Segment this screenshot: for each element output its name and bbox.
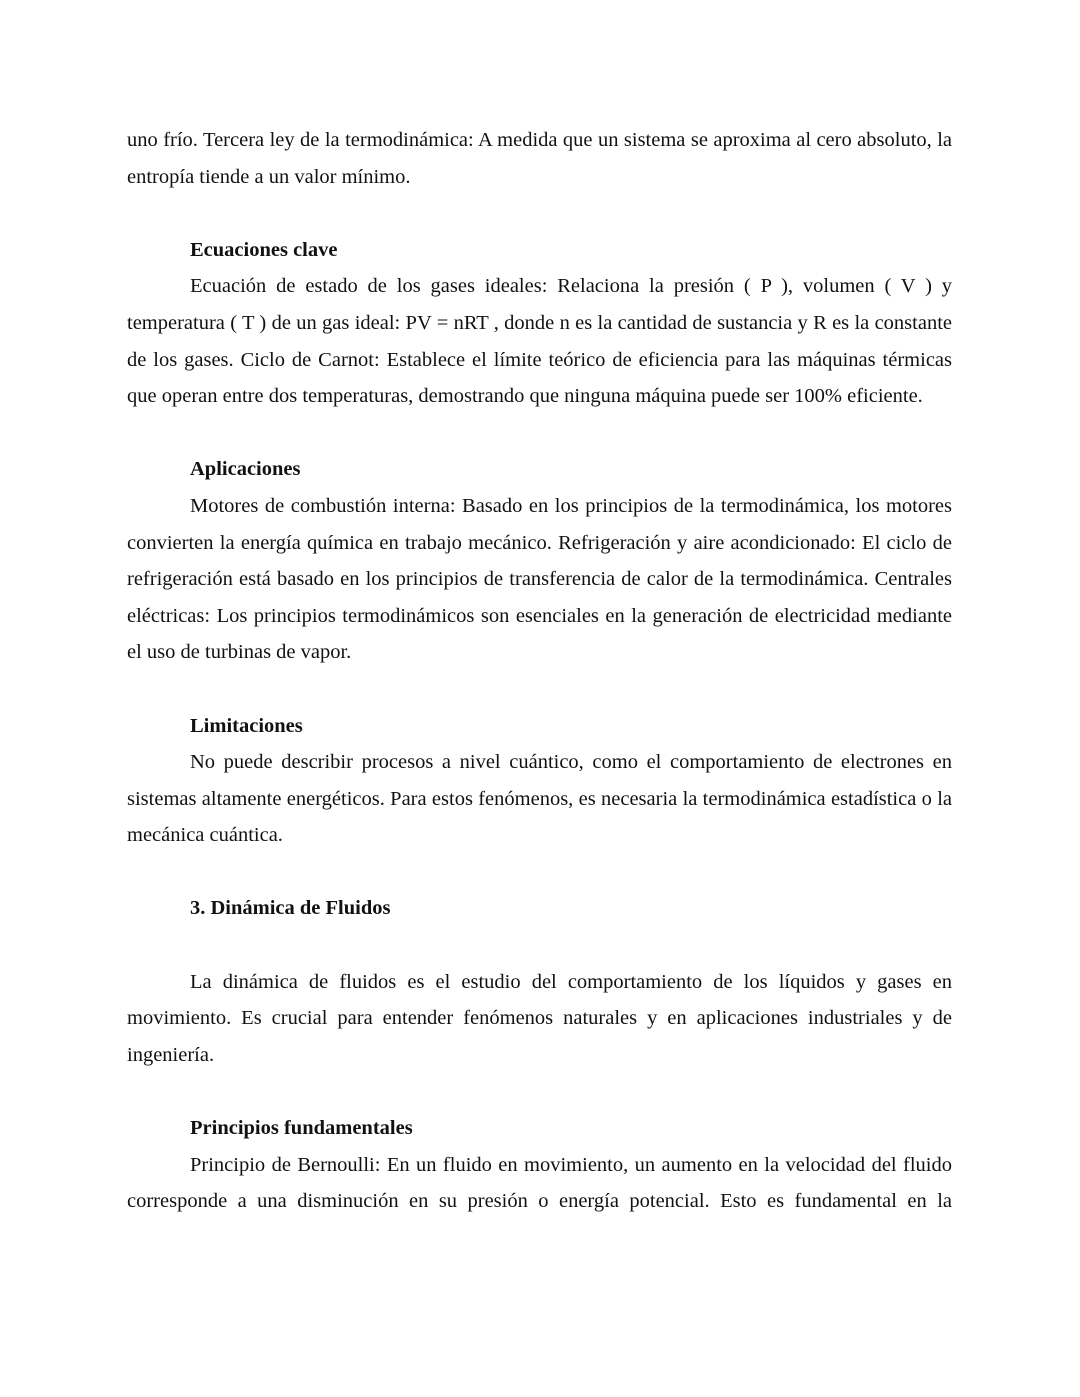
heading-ecuaciones-clave: Ecuaciones clave xyxy=(190,238,338,261)
spacer xyxy=(127,854,952,891)
paragraph-intro-continuation: uno frío. Tercera ley de la termodinámica: A medida que un sistema se aproxima al cero absoluto, la entropía tiende a un valor mínimo. xyxy=(127,129,952,188)
heading-dinamica-de-fluidos: 3. Dinámica de Fluidos xyxy=(190,897,391,920)
heading-principios-fundamentales: Principios fundamentales xyxy=(190,1117,413,1140)
paragraph-limitaciones: No puede describir procesos a nivel cuántico, como el comportamiento de electrones en sistemas altamente energéticos. Para estos fenómenos, es necesaria la termodinámica estadística o la mecánica cuántica. xyxy=(127,751,952,847)
spacer xyxy=(127,927,952,964)
paragraph-aplicaciones: Motores de combustión interna: Basado en los principios de la termodinámica, los motores convierten la energía química en trabajo mecánico. Refrigeración y aire acondicionado: El ciclo de refrigeración está basado en los principios de transferencia de calor de la termodinámica. Centrales eléctricas: Los principios termodinámicos son esenciales en la generación de electricidad mediante el uso de turbinas de vapor. xyxy=(127,494,952,664)
paragraph-principios: Principio de Bernoulli: En un fluido en movimiento, un aumento en la velocidad del fluido corresponde a una disminución en su presión o energía potencial. Esto es fundamental en la xyxy=(127,1153,952,1213)
document-page xyxy=(127,122,952,1220)
heading-aplicaciones: Aplicaciones xyxy=(190,458,301,481)
spacer xyxy=(127,195,952,232)
spacer xyxy=(127,1073,952,1110)
spacer xyxy=(127,671,952,708)
paragraph-dinamica-intro: La dinámica de fluidos es el estudio del comportamiento de los líquidos y gases en movimiento. Es crucial para entender fenómenos naturales y en aplicaciones industriales y de ingeniería. xyxy=(127,970,952,1066)
paragraph-ecuaciones: Ecuación de estado de los gases ideales: Relaciona la presión ( P ), volumen ( V ) y temperatura ( T ) de un gas ideal: PV = nRT , donde n es la cantidad de sustancia y R es la constante de los gases. Ciclo de Carnot: Establece el límite teórico de eficiencia para las máquinas térmicas que operan entre dos temperaturas, demostrando que ninguna máquina puede ser 100% eficiente. xyxy=(127,275,952,408)
spacer xyxy=(127,415,952,452)
heading-limitaciones: Limitaciones xyxy=(190,714,303,737)
